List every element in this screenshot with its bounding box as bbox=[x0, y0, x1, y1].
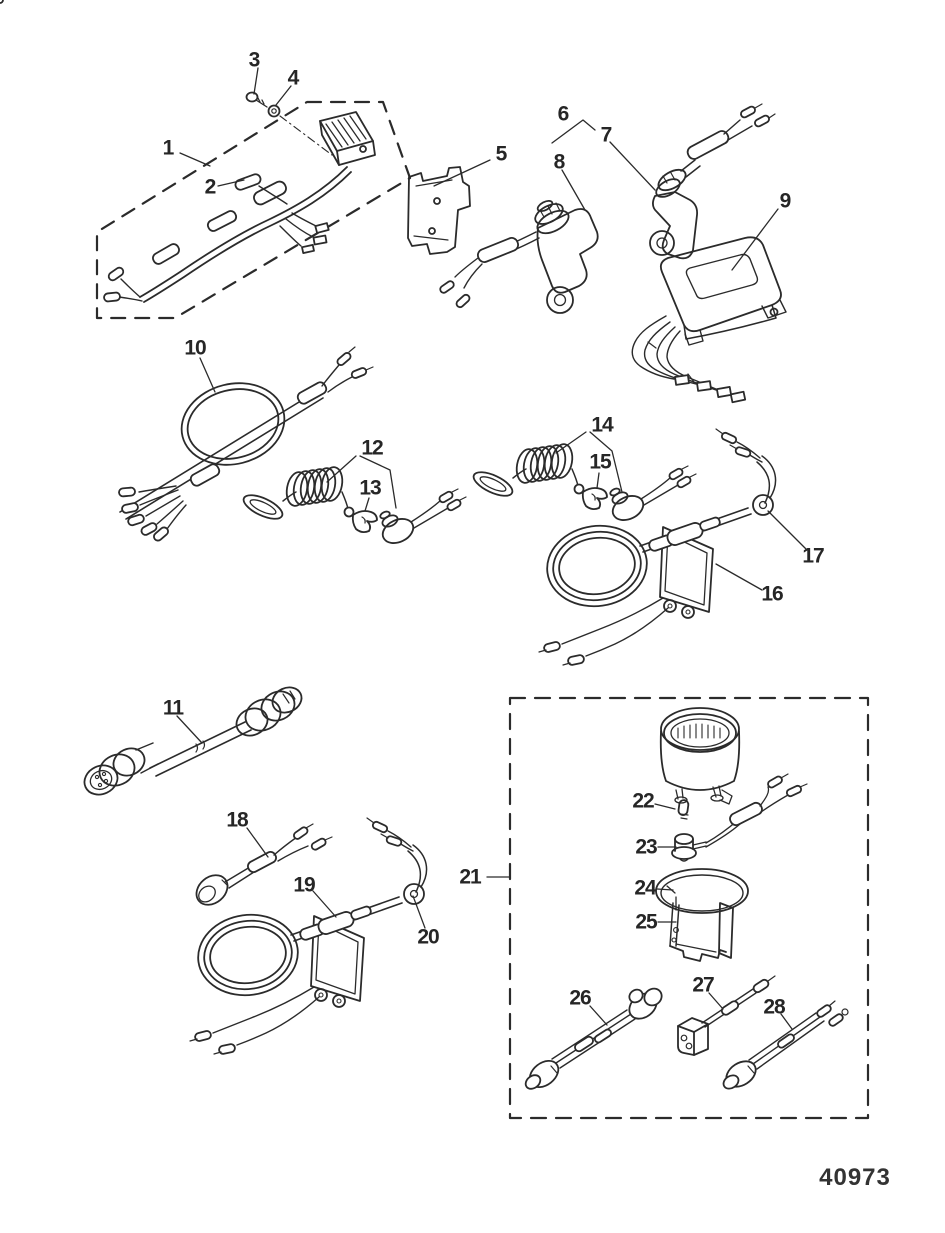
callout-22: 22 bbox=[632, 789, 654, 813]
callout-12: 12 bbox=[361, 436, 383, 460]
callout-18: 18 bbox=[226, 808, 248, 832]
callout-28: 28 bbox=[763, 995, 785, 1019]
looped-harness bbox=[119, 347, 373, 542]
callout-15: 15 bbox=[589, 450, 611, 474]
extension-cable bbox=[80, 683, 306, 800]
callout-9: 9 bbox=[779, 189, 791, 213]
coiled-harness-19-20 bbox=[190, 818, 427, 1055]
bulb-socket-leads bbox=[672, 774, 807, 861]
gauge bbox=[661, 708, 740, 804]
callout-1: 1 bbox=[162, 136, 174, 160]
callout-20: 20 bbox=[417, 925, 439, 949]
callout-23: 23 bbox=[635, 835, 657, 859]
callout-27: 27 bbox=[692, 973, 714, 997]
mounting-bracket bbox=[408, 167, 470, 254]
gauge-harness-cable-26 bbox=[523, 985, 665, 1092]
adapter-cable bbox=[191, 824, 332, 911]
screw bbox=[247, 93, 268, 108]
callout-10: 10 bbox=[184, 336, 206, 360]
coiled-harness-16-17 bbox=[539, 429, 776, 666]
callout-24: 24 bbox=[634, 876, 656, 900]
control-module bbox=[632, 237, 786, 402]
callout-11: 11 bbox=[162, 696, 184, 720]
callout-25: 25 bbox=[635, 910, 657, 934]
callout-7: 7 bbox=[600, 123, 612, 147]
lanyard-stop-switch-12-13 bbox=[240, 466, 466, 548]
trim-ring bbox=[656, 869, 748, 913]
callout-2: 2 bbox=[204, 175, 216, 199]
switch-with-cable bbox=[650, 104, 775, 258]
rectifier-block bbox=[0, 0, 375, 165]
callout-8: 8 bbox=[553, 150, 565, 174]
callout-26: 26 bbox=[569, 986, 591, 1010]
callout-5: 5 bbox=[495, 142, 507, 166]
callout-16: 16 bbox=[761, 582, 783, 606]
callout-17: 17 bbox=[802, 544, 824, 568]
washer bbox=[269, 106, 333, 156]
callout-21: 21 bbox=[459, 865, 481, 889]
callout-13: 13 bbox=[359, 476, 381, 500]
callout-6: 6 bbox=[557, 102, 569, 126]
callout-19: 19 bbox=[293, 873, 315, 897]
lanyard-stop-switch-14-15 bbox=[470, 443, 696, 525]
figure-number: 40973 bbox=[819, 1164, 891, 1191]
switch-with-leads bbox=[439, 199, 598, 313]
callout-4: 4 bbox=[287, 66, 299, 90]
gauge-kit-boundary-dashed bbox=[510, 698, 868, 1118]
mounting-cup bbox=[670, 903, 733, 961]
callout-14: 14 bbox=[591, 413, 613, 437]
callout-3: 3 bbox=[248, 48, 260, 72]
